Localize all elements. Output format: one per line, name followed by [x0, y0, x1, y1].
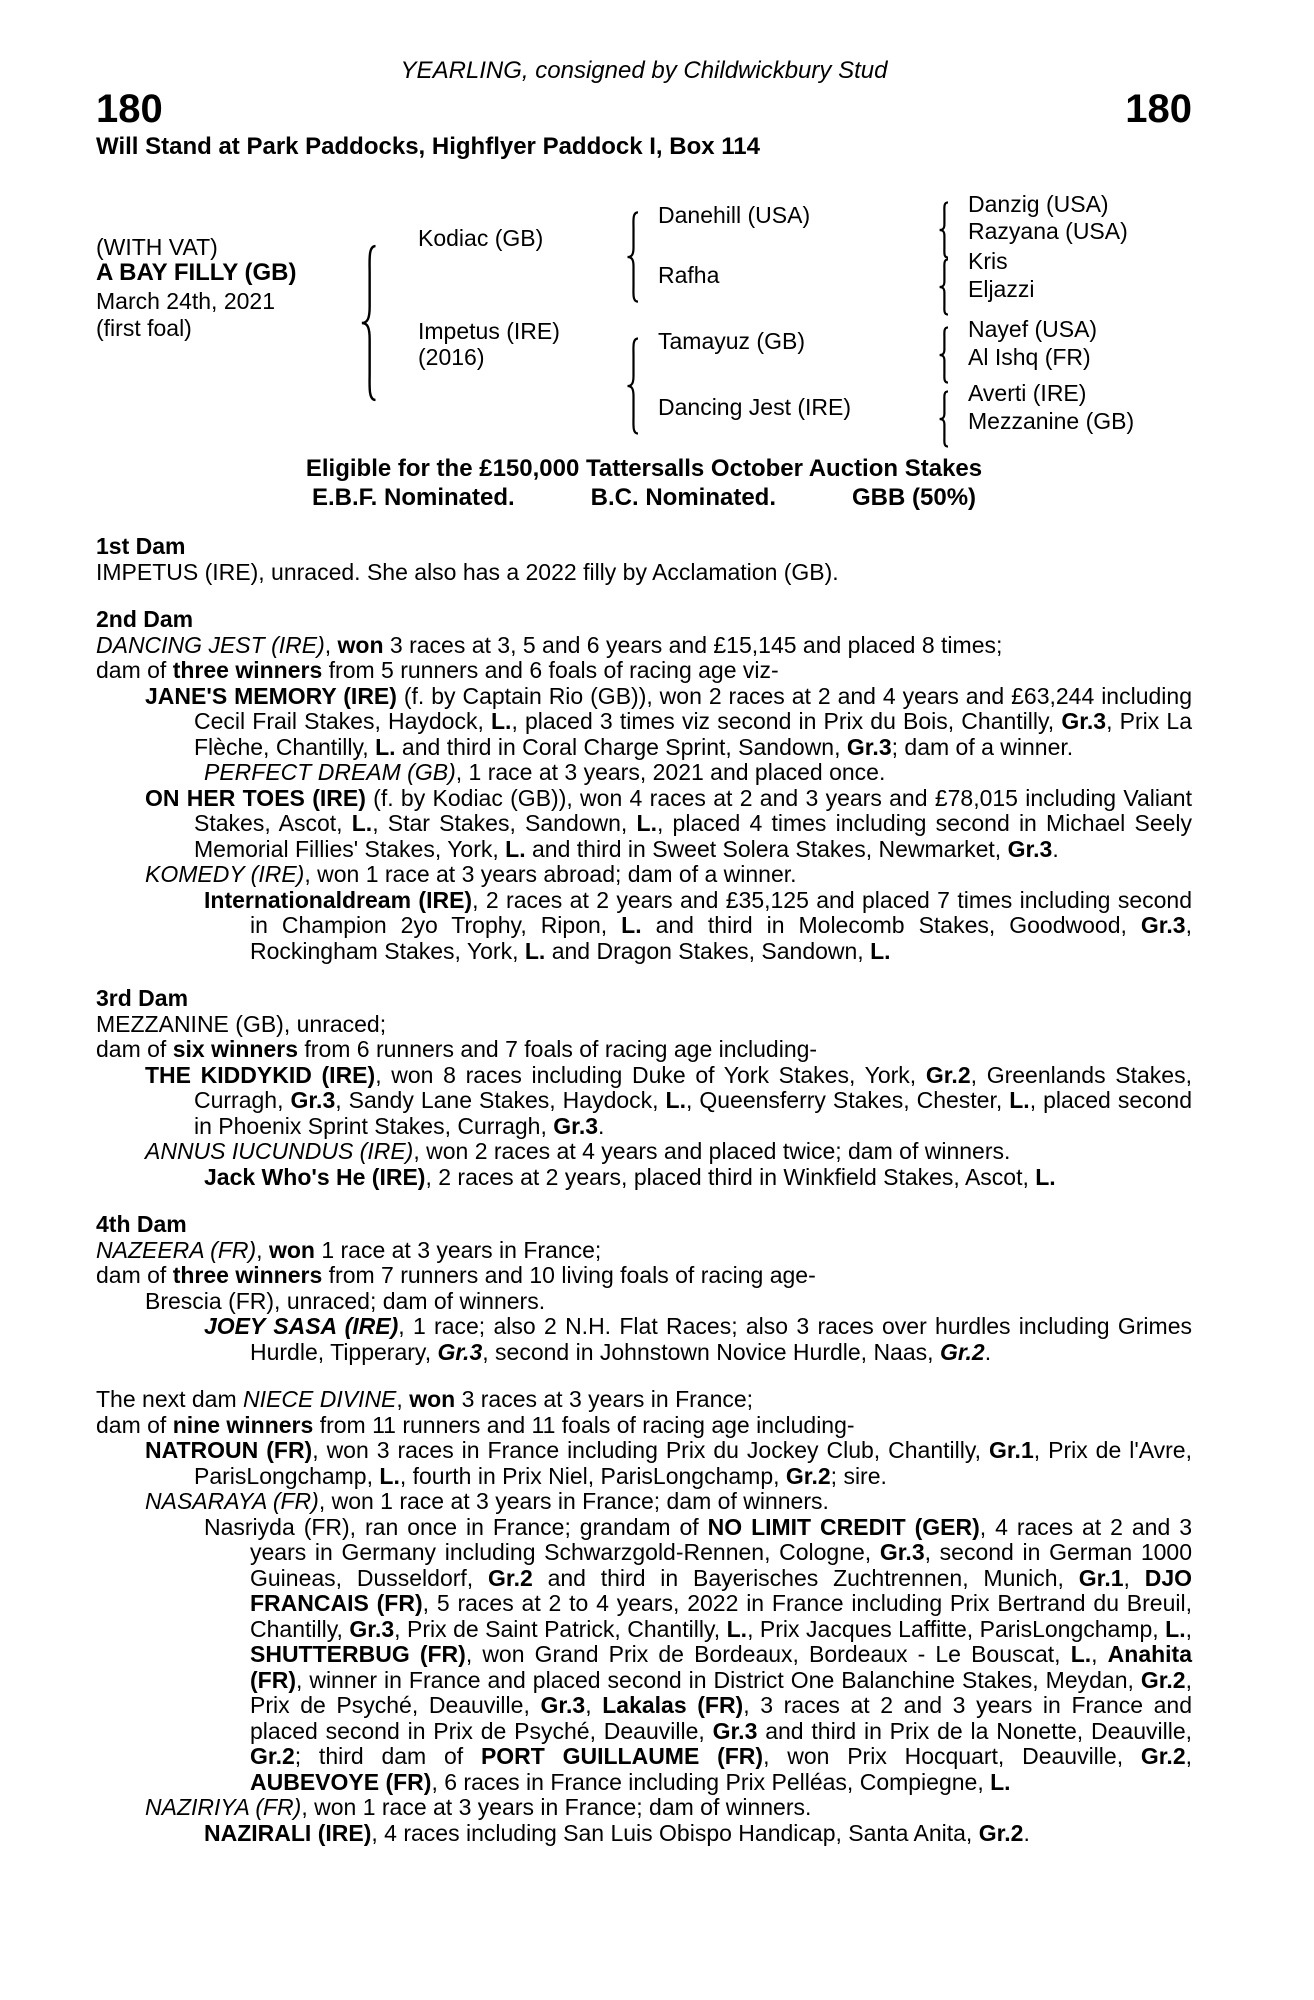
text-run: L. [726, 1615, 748, 1642]
text-run: NAZIRIYA (FR) [145, 1794, 302, 1820]
text-run: , Prix Jacques Laffitte, ParisLongchamp, [747, 1615, 1166, 1642]
subject-horse-name: A BAY FILLY (GB) [96, 259, 297, 286]
bc-nominated: B.C. Nominated. [590, 484, 776, 511]
pedigree-paragraph [145, 1437, 1192, 1489]
text-run: from 7 runners and 10 living foals of racing age- [322, 1262, 816, 1288]
text-run: Gr.2 [939, 1338, 985, 1365]
text-run: Gr.3 [879, 1539, 925, 1565]
text-run: Gr.3 [712, 1717, 758, 1744]
dam-name: Impetus (IRE) [418, 318, 560, 344]
text-run: , Greenlands Stakes, Curragh, [194, 1061, 1192, 1113]
text-run: Gr.3 [437, 1338, 483, 1365]
text-run: NAZIRALI (IRE) [204, 1819, 372, 1846]
pedigree-brace [623, 336, 643, 436]
text-run: Lakalas (FR) [602, 1692, 744, 1718]
dam-dam-name: Dancing Jest (IRE) [658, 394, 852, 420]
text-run: 3 races at 3 years in France; [455, 1386, 754, 1412]
text-run: , won 1 race at 3 years in France; dam of winners. [318, 1488, 829, 1514]
text-run: Gr.2 [978, 1819, 1024, 1846]
text-run: L. [1035, 1163, 1056, 1190]
text-run: , [585, 1692, 603, 1718]
text-run: L. [636, 810, 657, 836]
ggp-name: Kris [968, 248, 1008, 274]
pedigree-paragraph [96, 1387, 1192, 1413]
consignment-title: YEARLING, consigned by Childwickbury Stud [400, 57, 888, 84]
text-run: , won Grand Prix de Bordeaux, Bordeaux - Le Bouscat, [465, 1641, 1071, 1667]
text-run: DJO FRANCAIS (FR) [250, 1564, 1193, 1616]
text-run: and third in Sweet Solera Stakes, Newmarket, [525, 835, 1008, 862]
text-run: Brescia (FR), unraced; dam of winners. [145, 1287, 546, 1314]
text-run: NIECE DIVINE [243, 1386, 397, 1412]
dam-section-heading: 2nd Dam [96, 606, 194, 632]
text-run: , [1185, 1615, 1192, 1642]
pedigree-paragraph [145, 1138, 1192, 1165]
text-run: L. [665, 1087, 686, 1113]
pedigree-paragraph [96, 1012, 1192, 1038]
text-run: Gr.3 [846, 733, 892, 760]
dam-section [96, 1387, 1192, 1846]
text-run: , 3 races at 2 and 3 years in France and placed second in Prix de Psyché, Deauville, [250, 1692, 1193, 1744]
pedigree-paragraph [96, 560, 1192, 586]
pedigree-paragraph [96, 1238, 1192, 1264]
text-run: L. [491, 708, 512, 734]
text-run: L. [351, 810, 373, 836]
text-run: Gr.3 [1061, 708, 1107, 734]
ggp-name: Averti (IRE) [968, 380, 1087, 406]
text-run: , won Prix Hocquart, Deauville, [763, 1743, 1141, 1769]
text-run: from 5 runners and 6 foals of racing age viz- [322, 657, 779, 683]
text-run: , Star Stakes, Sandown, [372, 810, 637, 836]
text-run: , second in Johnstown Novice Hurdle, Naas, [482, 1338, 940, 1365]
text-run: , placed 4 times including second in Michael Seely Memorial Fillies' Stakes, York, [194, 810, 1193, 862]
text-run: PERFECT DREAM (GB) [204, 759, 456, 785]
text-run: and third in Coral Charge Sprint, Sandown, [395, 733, 847, 760]
text-run: Gr.1 [1078, 1564, 1124, 1591]
text-run: SHUTTERBUG (FR) [250, 1641, 466, 1667]
text-run: , placed 3 times viz second in Prix du Bois, Chantilly, [511, 708, 1062, 734]
text-run: Nasriyda (FR), ran once in France; grandam of [204, 1513, 708, 1540]
text-run: , Prix de Saint Patrick, Chantilly, [394, 1615, 727, 1642]
pedigree-table [96, 176, 1192, 448]
dam-section [96, 1212, 1192, 1365]
text-run: won [337, 631, 384, 658]
text-run: won [409, 1386, 456, 1412]
pedigree-paragraph [96, 1037, 1192, 1063]
text-run: , won 1 race at 3 years abroad; dam of a winner. [304, 861, 797, 887]
text-run: ON HER TOES (IRE) [145, 784, 366, 811]
text-run: Gr.3 [553, 1112, 599, 1139]
text-run: , [324, 631, 338, 658]
dam-sections [96, 534, 1192, 1846]
text-run: , 1 race at 3 years, 2021 and placed once. [455, 759, 886, 785]
text-run: Gr.3 [540, 1692, 586, 1718]
text-run: six winners [172, 1036, 298, 1062]
ggp-name: Al Ishq (FR) [968, 344, 1091, 370]
text-run: Gr.2 [1140, 1666, 1186, 1693]
text-run: , 6 races in France including Prix Pelléas, Compiegne, [431, 1768, 991, 1795]
text-run: , [1091, 1641, 1108, 1667]
text-run: MEZZANINE (GB), unraced; [96, 1010, 387, 1037]
pedigree-paragraph [204, 1313, 1192, 1365]
ggp-name: Razyana (USA) [968, 218, 1128, 244]
dam-sire-name: Tamayuz (GB) [658, 328, 805, 354]
text-run: , won 2 races at 4 years and placed twice; dam of winners. [413, 1138, 1011, 1164]
text-run: L. [870, 937, 891, 964]
stand-location: Will Stand at Park Paddocks, Highflyer Paddock I, Box 114 [96, 133, 760, 160]
ebf-nominated: E.B.F. Nominated. [311, 484, 515, 511]
text-run: Gr.3 [290, 1087, 336, 1113]
dam-section-heading: 4th Dam [96, 1211, 187, 1237]
text-run: ; sire. [830, 1462, 887, 1489]
sire-dam-name: Rafha [658, 262, 720, 288]
text-run: , 1 race; also 2 N.H. Flat Races; also 3 races over hurdles including Grimes Hurdle, Tipperary, [250, 1313, 1192, 1365]
dam-section-heading: 3rd Dam [96, 985, 189, 1011]
text-run: Gr.3 [1007, 835, 1053, 862]
pedigree-paragraph [145, 682, 1192, 761]
text-run: (f. by Captain Rio (GB)), won 2 races at 2 and 4 years and £63,244 including Cecil Frail Stakes, Haydock, [194, 682, 1192, 734]
vat-note: (WITH VAT) [96, 234, 218, 260]
text-run: 1 race at 3 years in France; [314, 1236, 602, 1263]
text-run: , 2 races at 2 years and £35,125 and placed 7 times including second in Champion 2yo Trophy, Ripon, [250, 886, 1192, 938]
text-run: and third in Molecomb Stakes, Goodwood, [641, 912, 1141, 938]
text-run: L. [524, 937, 546, 964]
lot-number-right: 180 [1125, 87, 1192, 131]
text-run: , [1185, 1743, 1193, 1769]
text-run: , 4 races at 2 and 3 years in Germany including Schwarzgold-Rennen, Cologne, [250, 1513, 1192, 1565]
text-run: JANE'S MEMORY (IRE) [145, 682, 397, 709]
text-run: . [1023, 1819, 1030, 1846]
pedigree-paragraph [204, 886, 1192, 965]
text-run: NATROUN (FR) [145, 1437, 313, 1463]
pedigree-paragraph [145, 1794, 1192, 1821]
text-run: Gr.2 [925, 1061, 971, 1088]
text-run: dam of [96, 1262, 173, 1288]
text-run: , Prix de l'Avre, ParisLongchamp, [194, 1437, 1192, 1489]
text-run: , won 3 races in France including Prix du Jockey Club, Chantilly, [312, 1437, 989, 1463]
dam-section [96, 986, 1192, 1190]
pedigree-paragraph [145, 861, 1192, 888]
text-run: , won 1 race at 3 years in France; dam of winners. [301, 1794, 812, 1820]
foal-note: (first foal) [96, 315, 192, 341]
text-run: and third in Prix de la Nonette, Deauville, [757, 1717, 1193, 1744]
text-run: L. [379, 1462, 400, 1489]
lot-number-left: 180 [96, 87, 163, 131]
text-run: , [256, 1236, 269, 1263]
text-run: and third in Bayerisches Zuchtrennen, Munich, [532, 1564, 1079, 1591]
text-run: Gr.2 [488, 1564, 533, 1591]
dam-section-heading: 1st Dam [96, 533, 186, 559]
pedigree-paragraph [204, 1163, 1192, 1191]
dam-section [96, 534, 1192, 585]
text-run: , fourth in Prix Niel, ParisLongchamp, [399, 1462, 786, 1489]
dam-year: (2016) [418, 344, 485, 370]
text-run: three winners [172, 1262, 323, 1288]
text-run: Gr.2 [785, 1462, 831, 1489]
text-run: three winners [172, 657, 323, 683]
text-run: , second in German 1000 Guineas, Dusseldorf, [250, 1539, 1192, 1591]
text-run: Gr.3 [349, 1615, 395, 1642]
text-run: ; dam of a winner. [891, 733, 1074, 760]
text-run: , [1123, 1564, 1145, 1591]
text-run: ANNUS IUCUNDUS (IRE) [145, 1138, 414, 1164]
text-run: L. [621, 912, 642, 938]
text-run: L. [375, 733, 396, 760]
text-run: dam of [96, 1036, 173, 1062]
text-run: dam of [96, 657, 173, 683]
text-run: L. [505, 835, 526, 862]
ggp-name: Eljazzi [968, 276, 1035, 302]
text-run: won [268, 1236, 315, 1263]
text-run: . [598, 1112, 605, 1139]
text-run: . [1052, 835, 1059, 862]
pedigree-paragraph [204, 1513, 1193, 1796]
pedigree-paragraph [204, 759, 1192, 786]
pedigree-paragraph [96, 1263, 1192, 1289]
ggp-name: Nayef (USA) [968, 316, 1098, 342]
text-run: Gr.3 [1140, 912, 1186, 938]
text-run: from 6 runners and 7 foals of racing age including- [298, 1036, 818, 1062]
ggp-name: Danzig (USA) [968, 191, 1109, 217]
text-run: , 4 races including San Luis Obispo Handicap, Santa Anita, [371, 1819, 979, 1846]
text-run: Internationaldream (IRE) [204, 886, 473, 913]
text-run: , 5 races at 2 to 4 years, 2022 in France including Prix Bertrand du Breuil, Chantilly, [250, 1590, 1192, 1642]
pedigree-paragraph [145, 1287, 1192, 1315]
text-run: Gr.1 [988, 1437, 1034, 1463]
text-run: , 2 races at 2 years, placed third in Winkfield Stakes, Ascot, [425, 1163, 1036, 1190]
text-run: . [984, 1338, 992, 1365]
text-run: PORT GUILLAUME (FR) [480, 1743, 764, 1769]
text-run: , Prix La Flèche, Chantilly, [194, 708, 1192, 760]
text-run: JOEY SASA (IRE) [204, 1313, 399, 1339]
text-run: and Dragon Stakes, Sandown, [545, 937, 871, 964]
text-run: , Prix de Psyché, Deauville, [250, 1666, 1192, 1718]
foaling-date: March 24th, 2021 [96, 288, 276, 314]
eligibility-line: Eligible for the £150,000 Tattersalls October Auction Stakes [305, 455, 983, 482]
pedigree-brace [356, 242, 382, 404]
text-run: DANCING JEST (IRE) [96, 631, 325, 658]
text-run: NAZEERA (FR) [96, 1236, 257, 1263]
text-run: 3 races at 3, 5 and 6 years and £15,145 and placed 8 times; [383, 631, 1003, 658]
ggp-name: Mezzanine (GB) [968, 408, 1135, 434]
text-run: KOMEDY (IRE) [145, 861, 305, 887]
gbb-badge: GBB (50%) [852, 484, 977, 511]
text-run: ; third dam of [294, 1743, 481, 1769]
pedigree-brace [936, 258, 952, 316]
pedigree-brace [936, 390, 952, 448]
text-run: The next dam [96, 1386, 244, 1412]
text-run: Jack Who's He (IRE) [204, 1163, 426, 1190]
pedigree-brace [936, 201, 952, 259]
text-run: nine winners [172, 1411, 314, 1438]
text-run: L. [990, 1768, 1011, 1795]
pedigree-brace [623, 210, 643, 304]
pedigree-paragraph [145, 1488, 1192, 1515]
text-run: (f. by Kodiac (GB)), won 4 races at 2 and 3 years and £78,015 including Valiant Stakes, Ascot, [194, 784, 1192, 836]
text-run: L. [1009, 1087, 1030, 1113]
pedigree-paragraph [145, 784, 1193, 863]
text-run: , Rockingham Stakes, York, [250, 912, 1192, 964]
pedigree-brace [936, 326, 952, 384]
text-run: , won 8 races including Duke of York Stakes, York, [375, 1061, 926, 1088]
text-run: NO LIMIT CREDIT (GER) [707, 1513, 980, 1540]
text-run: , [396, 1386, 410, 1412]
sire-sire-name: Danehill (USA) [658, 202, 811, 228]
sire-name: Kodiac (GB) [418, 225, 544, 251]
text-run: THE KIDDYKID (IRE) [145, 1061, 376, 1088]
text-run: AUBEVOYE (FR) [250, 1768, 432, 1795]
text-run: dam of [96, 1411, 173, 1438]
text-run: , Queensferry Stakes, Chester, [685, 1087, 1010, 1113]
lot-number-row [96, 86, 1192, 132]
pedigree-paragraph [96, 1413, 1192, 1439]
text-run: Anahita (FR) [250, 1641, 1192, 1693]
text-run: Gr.2 [250, 1743, 295, 1769]
text-run: L. [1070, 1641, 1092, 1667]
text-run: , Sandy Lane Stakes, Haydock, [335, 1087, 666, 1113]
pedigree-paragraph [96, 633, 1192, 659]
pedigree-paragraph [145, 1061, 1192, 1140]
text-run: , placed second in Phoenix Sprint Stakes, Curragh, [194, 1087, 1192, 1139]
text-run: NASARAYA (FR) [145, 1488, 319, 1514]
pedigree-paragraph [204, 1819, 1192, 1847]
nomination-row [96, 483, 1192, 512]
text-run: from 11 runners and 11 foals of racing age including- [313, 1411, 855, 1438]
text-run: , winner in France and placed second in District One Balanchine Stakes, Meydan, [295, 1666, 1141, 1693]
pedigree-paragraph [96, 658, 1192, 684]
text-run: IMPETUS (IRE), unraced. She also has a 2022 filly by Acclamation (GB). [96, 558, 839, 585]
text-run: Gr.2 [1140, 1743, 1186, 1769]
dam-section [96, 607, 1192, 964]
text-run: L. [1165, 1615, 1186, 1642]
